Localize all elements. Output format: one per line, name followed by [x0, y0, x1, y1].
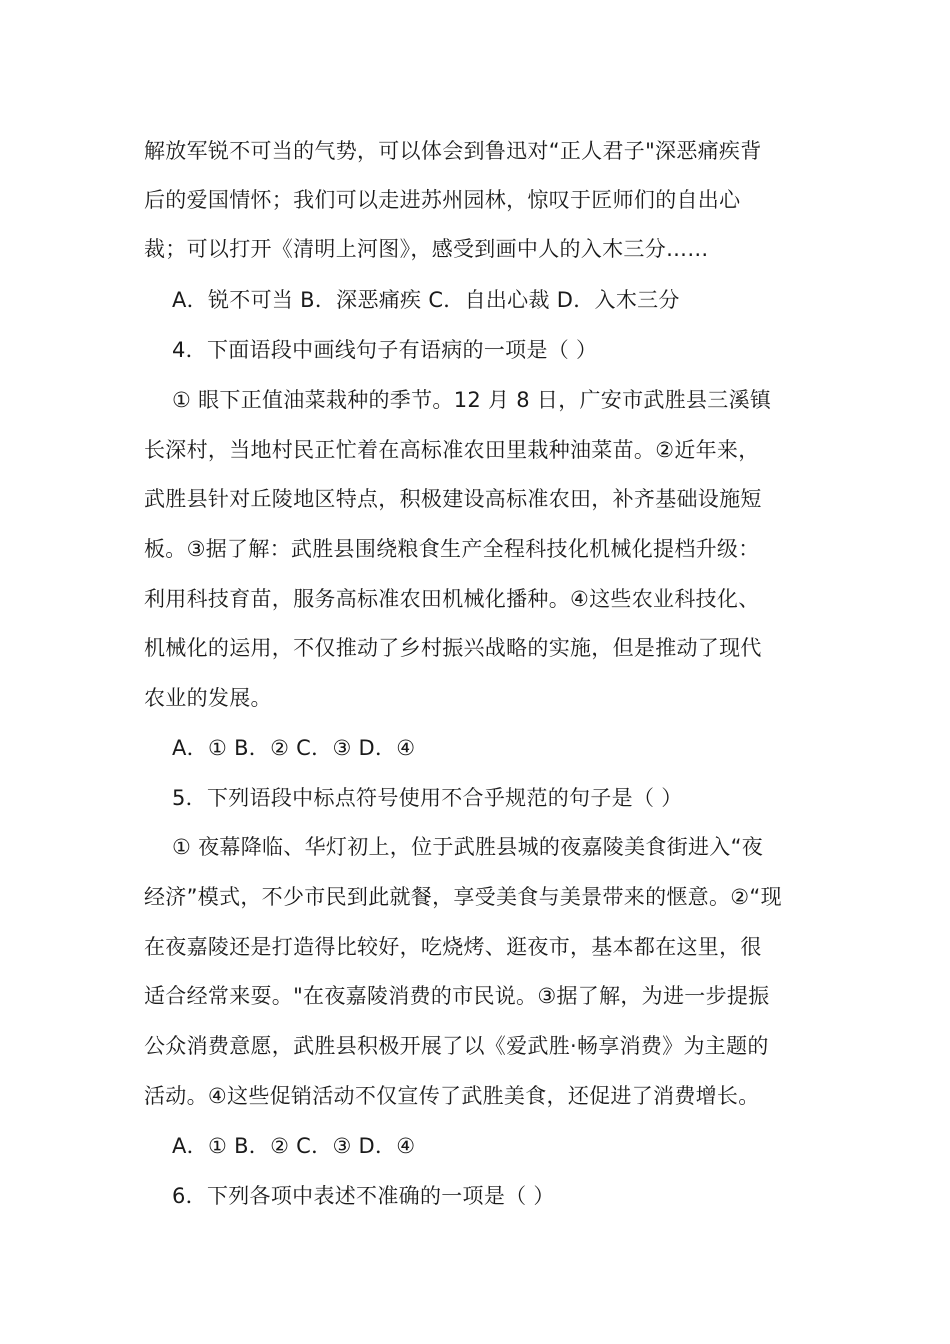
question-5-passage-line: 适合经常来耍。"在夜嘉陵消费的市民说。③据了解，为进一步提振 — [144, 984, 770, 1008]
question-3-options: A．锐不可当 B．深恶痛疾 C．自出心裁 D．入木三分 — [172, 288, 680, 312]
passage-line: 后的爱国情怀；我们可以走进苏州园林，惊叹于匠师们的自出心 — [144, 188, 741, 212]
question-4-passage-line: 利用科技育苗，服务高标准农田机械化播种。④这些农业科技化、 — [144, 587, 760, 611]
question-4-passage-line: 机械化的运用，不仅推动了乡村振兴战略的实施，但是推动了现代 — [144, 636, 762, 660]
question-4-passage-line: 农业的发展。 — [144, 686, 272, 710]
question-5-passage-line: 经济”模式，不少市民到此就餐，享受美食与美景带来的惬意。②“现 — [144, 885, 782, 909]
question-5-stem: 5．下列语段中标点符号使用不合乎规范的句子是（ ） — [172, 786, 683, 810]
question-5-passage-line: ① 夜幕降临、华灯初上，位于武胜县城的夜嘉陵美食街进入“夜 — [172, 835, 764, 859]
question-4-options: A．① B．② C．③ D．④ — [172, 736, 416, 760]
question-6-stem: 6．下列各项中表述不准确的一项是（ ） — [172, 1184, 555, 1208]
question-4-passage-line: 长深村，当地村民正忙着在高标准农田里栽种油菜苗。②近年来， — [144, 438, 760, 462]
question-4-stem: 4．下面语段中画线句子有语病的一项是（ ） — [172, 338, 598, 362]
question-4-passage-line: 板。③据了解：武胜县围绕粮食生产全程科技化机械化提档升级： — [144, 537, 760, 561]
passage-line: 解放军锐不可当的气势，可以体会到鲁迅对“正人君子"深恶痛疾背 — [144, 139, 762, 163]
passage-line: 裁；可以打开《清明上河图》，感受到画中人的入木三分…… — [144, 237, 709, 261]
question-4-passage-line: ① 眼下正值油菜栽种的季节。12 月 8 日，广安市武胜县三溪镇 — [172, 388, 772, 412]
question-5-passage-line: 活动。④这些促销活动不仅宣传了武胜美食，还促进了消费增长。 — [144, 1084, 760, 1108]
question-5-passage-line: 公众消费意愿，武胜县积极开展了以《爱武胜·畅享消费》为主题的 — [144, 1034, 769, 1058]
question-5-passage-line: 在夜嘉陵还是打造得比较好，吃烧烤、逛夜市，基本都在这里，很 — [144, 935, 762, 959]
question-4-passage-line: 武胜县针对丘陵地区特点，积极建设高标准农田，补齐基础设施短 — [144, 487, 762, 511]
question-5-options: A．① B．② C．③ D．④ — [172, 1134, 416, 1158]
